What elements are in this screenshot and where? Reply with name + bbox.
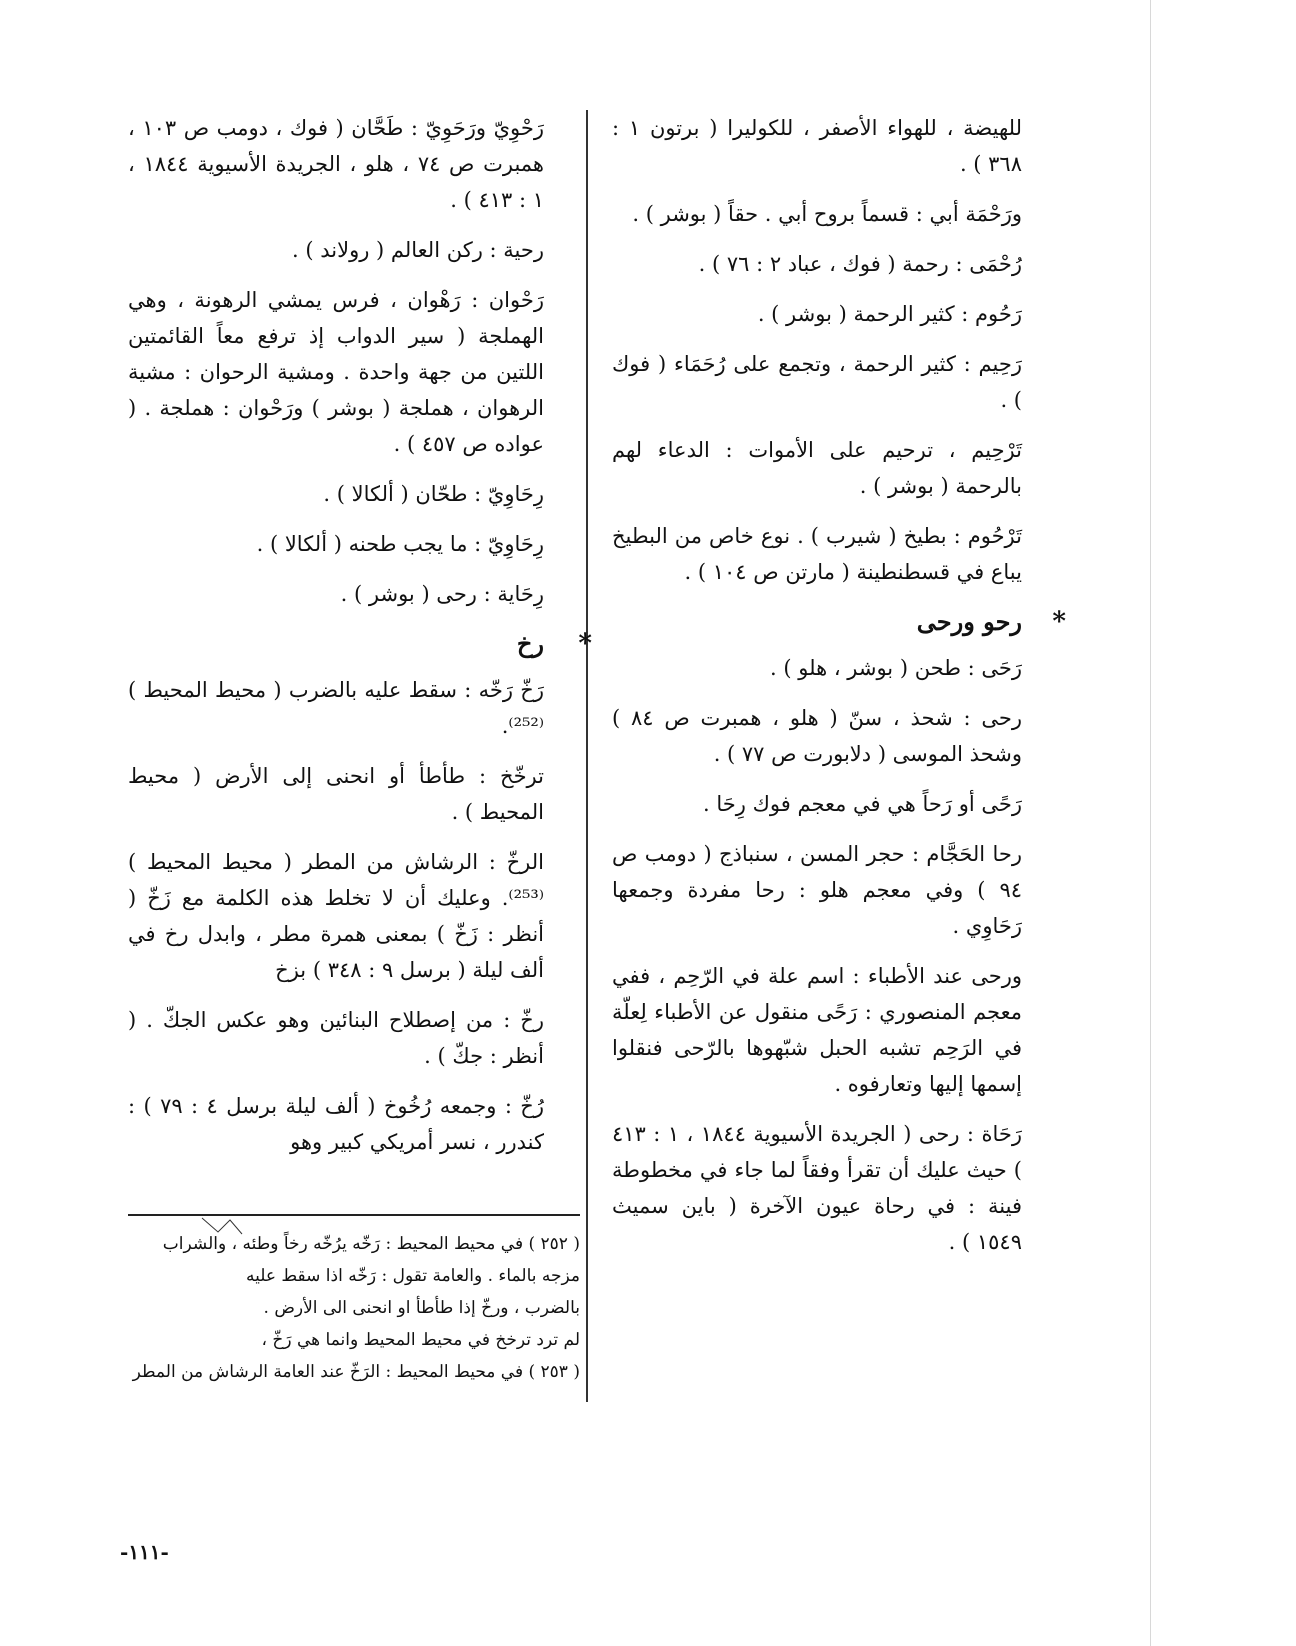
section-star-icon: * xyxy=(1052,607,1066,637)
entry: رَخّ رَخّه : سقط عليه بالضرب ( محيط المحيط )⁽²⁵²⁾. xyxy=(128,678,544,738)
entry: رَحًى أو رَحاً هي في معجم فوك رِحَا . xyxy=(703,792,1022,816)
entry: رَحَى : طحن ( بوشر ، هلو ) . xyxy=(770,656,1022,680)
section-header xyxy=(128,626,592,662)
entry: الرخّ : الرشاش من المطر ( محيط المحيط )⁽²⁵³⁾. وعليك أن لا تخلط هذه الكلمة مع زَخّ ( أنظر : زَخّ ) بمعنى همرة مطر ، وابدل رخ في ألف ليلة ( برسل ٩ : ٣٤٨ ) بزخ xyxy=(128,850,544,982)
entry: رَحُوم : كثير الرحمة ( بوشر ) . xyxy=(757,302,1022,326)
entry: رحى : شحذ ، سنّ ( هلو ، همبرت ص ٨٤ ) وشحذ الموسى ( دلابورت ص ٧٧ ) . xyxy=(612,706,1022,766)
entry: رَحِيم : كثير الرحمة ، وتجمع على رُحَمَاء ( فوك ) . xyxy=(612,352,1022,412)
section-star-icon: * xyxy=(578,629,592,659)
footnotes xyxy=(128,1228,580,1388)
footnote-line: لم ترد ترخخ في محيط المحيط وانما هي رَخّ ، xyxy=(261,1330,580,1350)
entry: تَرْحِيم ، ترحيم على الأموات : الدعاء لهم بالرحمة ( بوشر ) . xyxy=(612,438,1022,498)
column-divider xyxy=(586,110,588,1402)
entry: رحا الحَجَّام : حجر المسن ، سنباذج ( دومب ص ٩٤ ) وفي معجم هلو : رحا مفردة وجمعها رَحَاوِي . xyxy=(612,842,1022,938)
entry: رُخّ : وجمعه رُخُوخ ( ألف ليلة برسل ٤ : ٧٩ ) : كندرر ، نسر أمريكي كبير وهو xyxy=(128,1094,544,1154)
footnote-line: مزجه بالماء . والعامة تقول : رَخّه اذا سقط عليه xyxy=(246,1266,580,1286)
footnote-line: ( ٢٥٢ ) في محيط المحيط : رَخّه يرُخّه رخاً وطئه ، والشراب xyxy=(162,1234,580,1254)
entry: رَحَاة : رحى ( الجريدة الأسيوية ١٨٤٤ ، ١ : ٤١٣ ) حيث عليك أن تقرأ وفقاً لما جاء في مخطوطة فينة : في رحاة عيون الآخرة ( باين سميث ١٥٤٩ ) . xyxy=(612,1122,1022,1254)
right-column xyxy=(612,110,1066,1274)
entry: ترخّخ : طأطأ أو انحنى إلى الأرض ( محيط المحيط ) . xyxy=(128,764,544,824)
entry: رِحَاوِيّ : طحّان ( ألكالا ) . xyxy=(323,482,544,506)
entry: رحية : ركن العالم ( رولاند ) . xyxy=(292,238,544,262)
left-column xyxy=(128,110,592,1174)
entry: رِحَاوِيّ : ما يجب طحنه ( ألكالا ) . xyxy=(256,532,544,556)
page-number: -١١١- xyxy=(120,1540,169,1564)
footnote-line: ( ٢٥٣ ) في محيط المحيط : الرَخّ عند العامة الرشاش من المطر xyxy=(132,1362,580,1382)
section-title: رخ xyxy=(516,629,544,658)
entry: للهيضة ، للهواء الأصفر ، للكوليرا ( برتون ١ : ٣٦٨ ) . xyxy=(612,116,1022,176)
section-title: رحو ورحى xyxy=(916,607,1022,636)
entry: ورحى عند الأطباء : اسم علة في الرّحِم ، ففي معجم المنصوري : رَحًى منقول عن الأطباء لِعلّة في الرَحِم تشبه الحبل شبّهوها بالرّحى فنقلوا إسمها إليها وتعارفوه . xyxy=(612,964,1022,1096)
section-header xyxy=(612,604,1066,640)
footnote-line: بالضرب ، ورخّ إذا طأطأ او انحنى الى الأرض . xyxy=(263,1298,580,1318)
footnote-divider xyxy=(128,1214,580,1216)
page-edge-line xyxy=(1150,0,1151,1646)
entry: رخّ : من إصطلاح البنائين وهو عكس الجكّ . ( أنظر : جكّ ) . xyxy=(128,1008,544,1068)
entry: رِحَاية : رحى ( بوشر ) . xyxy=(340,582,544,606)
entry: رَحْوان : رَهْوان ، فرس يمشي الرهونة ، وهي الهملجة ( سير الدواب إذ ترفع معاً القائمتين اللتين من جهة واحدة . ومشية الرحوان : مشية الرهوان ، هملجة ( بوشر ) ورَحْوان : هملجة . ( عواده ص ٤٥٧ ) . xyxy=(128,288,544,456)
entry: رَحْوِيّ ورَحَوِيّ : طَحَّان ( فوك ، دومب ص ١٠٣ ، همبرت ص ٧٤ ، هلو ، الجريدة الأسيوية ١٨٤٤ ، ١ : ٤١٣ ) . xyxy=(128,116,545,212)
entry: رُحْمَى : رحمة ( فوك ، عباد ٢ : ٧٦ ) . xyxy=(698,252,1022,276)
entry: تَرْحُوم : بطيخ ( شيرب ) . نوع خاص من البطيخ يباع في قسطنطينة ( مارتن ص ١٠٤ ) . xyxy=(612,524,1022,584)
entry: ورَحْمَة أبي : قسماً بروح أبي . حقاً ( بوشر ) . xyxy=(632,202,1022,226)
